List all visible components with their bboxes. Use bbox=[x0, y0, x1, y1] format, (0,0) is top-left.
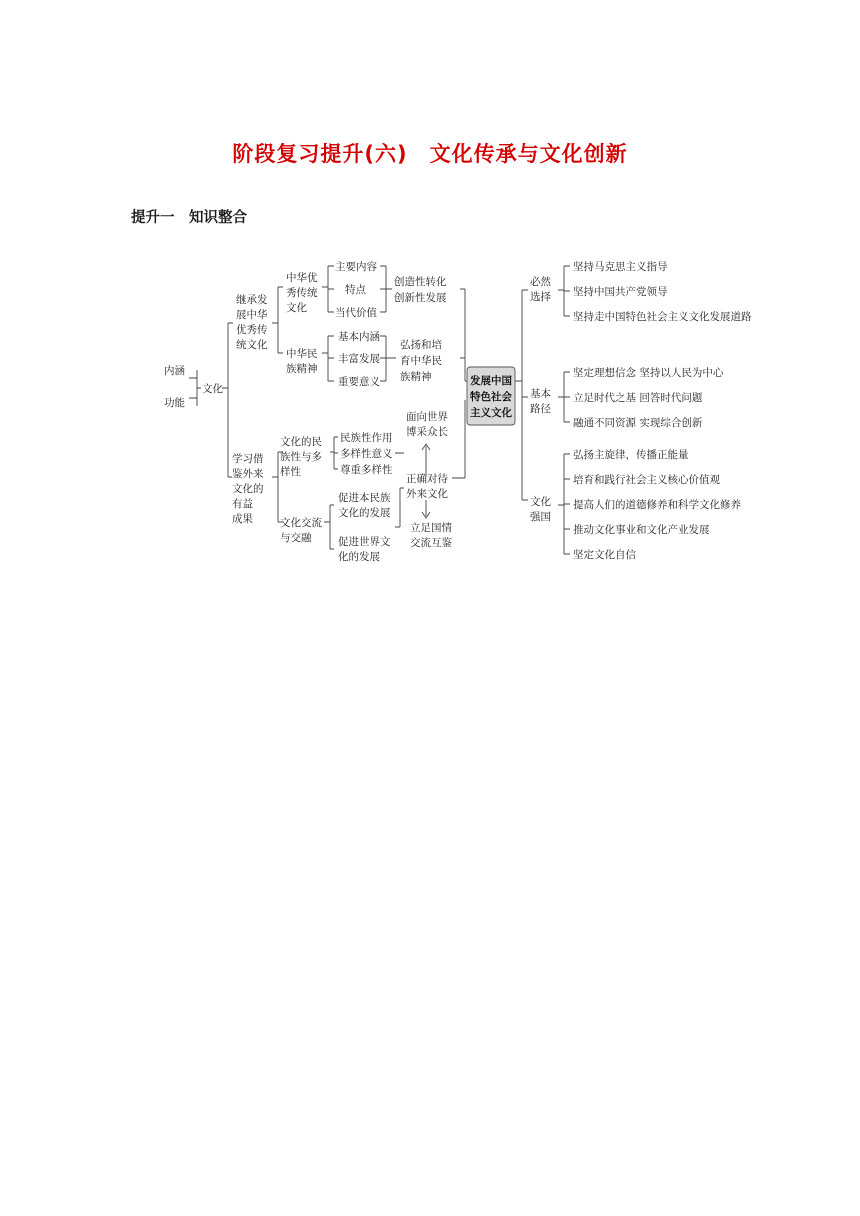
node-basic-path-line-1: 基本 bbox=[530, 388, 551, 400]
knowledge-mind-map bbox=[150, 250, 780, 580]
node-exchange-fusion-line-1: 文化交流 bbox=[280, 517, 322, 529]
node-based-on-reality-line-1: 立足国情 bbox=[410, 522, 452, 534]
item-promote-national-line-2: 文化的发展 bbox=[338, 507, 391, 519]
item-respect-diversity: 尊重多样性 bbox=[340, 464, 393, 476]
node-inherit-traditional-line-3: 优秀传 bbox=[236, 324, 268, 336]
item-firm-belief: 坚定理想信念 坚持以人民为中心 bbox=[573, 367, 724, 379]
node-inherit-traditional-line-2: 展中华 bbox=[236, 309, 268, 321]
item-features: 特点 bbox=[345, 284, 366, 296]
node-culture-power-line-2: 强国 bbox=[530, 511, 551, 523]
item-cultural-confidence: 坚定文化自信 bbox=[573, 549, 636, 561]
item-socialist-path: 坚持走中国特色社会主义文化发展道路 bbox=[573, 311, 752, 323]
node-inherit-traditional-line-4: 统文化 bbox=[236, 339, 268, 351]
section-heading-knowledge: 提升一 知识整合 bbox=[131, 210, 247, 226]
item-cultural-industry: 推动文化事业和文化产业发展 bbox=[573, 524, 710, 536]
node-nationality-diversity-line-3: 样性 bbox=[280, 466, 301, 478]
node-learn-foreign-line-1: 学习借 bbox=[232, 453, 264, 465]
node-exchange-fusion-line-2: 与交融 bbox=[280, 532, 312, 544]
center-develop-socialist-culture-line-1: 发展中国 bbox=[470, 375, 512, 387]
item-promote-national-line-1: 促进本民族 bbox=[338, 492, 391, 504]
node-national-spirit-line-2: 族精神 bbox=[286, 363, 318, 375]
root-neihan: 内涵 bbox=[164, 365, 185, 377]
item-core-values: 培育和践行社会主义核心价值观 bbox=[573, 474, 720, 486]
item-contemporary-value: 当代价值 bbox=[335, 307, 377, 319]
node-inevitable-choice-line-1: 必然 bbox=[530, 276, 551, 288]
node-basic-path-line-2: 路径 bbox=[530, 403, 551, 415]
node-promote-spirit-line-1: 弘扬和培 bbox=[400, 339, 442, 351]
item-promote-world-line-2: 化的发展 bbox=[338, 551, 380, 563]
center-develop-socialist-culture-line-3: 主义文化 bbox=[470, 407, 512, 419]
item-importance: 重要意义 bbox=[338, 376, 380, 388]
item-main-melody: 弘扬主旋律，传播正能量 bbox=[573, 449, 689, 461]
item-basic-meaning: 基本内涵 bbox=[338, 331, 380, 343]
node-culture-power-line-1: 文化 bbox=[530, 496, 551, 508]
page-title: 阶段复习提升(六) 文化传承与文化创新 bbox=[232, 142, 628, 166]
item-promote-world-line-1: 促进世界文 bbox=[338, 536, 391, 548]
node-excellent-tradition-line-2: 秀传统 bbox=[286, 287, 318, 299]
node-face-world-line-2: 博采众长 bbox=[406, 426, 448, 438]
item-marxism: 坚持马克思主义指导 bbox=[573, 261, 668, 273]
item-party-leadership: 坚持中国共产党领导 bbox=[573, 286, 668, 298]
node-creative-transform-line-2: 创新性发展 bbox=[394, 292, 447, 304]
node-learn-foreign-line-5: 成果 bbox=[232, 513, 253, 525]
item-main-content: 主要内容 bbox=[335, 261, 377, 273]
node-learn-foreign-line-2: 鉴外来 bbox=[232, 468, 264, 480]
item-moral-cultivation: 提高人们的道德修养和科学文化修养 bbox=[573, 499, 741, 511]
node-excellent-tradition-line-3: 文化 bbox=[286, 302, 307, 314]
node-national-spirit-line-1: 中华民 bbox=[286, 348, 318, 360]
item-rich-development: 丰富发展 bbox=[338, 353, 380, 365]
node-creative-transform-line-1: 创造性转化 bbox=[394, 276, 447, 288]
node-nationality-diversity-line-1: 文化的民 bbox=[280, 436, 322, 448]
node-inevitable-choice-line-2: 选择 bbox=[530, 291, 551, 303]
item-nationality-role: 民族性作用 bbox=[340, 432, 393, 444]
node-based-on-reality-line-2: 交流互鉴 bbox=[410, 537, 452, 549]
node-treat-foreign-line-2: 外来文化 bbox=[406, 488, 448, 500]
node-learn-foreign-line-4: 有益 bbox=[232, 498, 253, 510]
node-nationality-diversity-line-2: 族性与多 bbox=[280, 451, 322, 463]
item-era-foundation: 立足时代之基 回答时代问题 bbox=[573, 392, 703, 404]
node-face-world-line-1: 面向世界 bbox=[406, 411, 448, 423]
root-gongneng: 功能 bbox=[164, 397, 185, 409]
node-learn-foreign-line-3: 文化的 bbox=[232, 483, 264, 495]
node-inherit-traditional-line-1: 继承发 bbox=[236, 294, 268, 306]
item-integrate-resources: 融通不同资源 实现综合创新 bbox=[573, 417, 703, 429]
center-develop-socialist-culture-line-2: 特色社会 bbox=[470, 391, 512, 403]
node-treat-foreign-line-1: 正确对待 bbox=[406, 473, 448, 485]
item-diversity-meaning: 多样性意义 bbox=[340, 448, 393, 460]
node-promote-spirit-line-3: 族精神 bbox=[400, 371, 432, 383]
node-culture: 文化 bbox=[202, 383, 223, 395]
node-excellent-tradition-line-1: 中华优 bbox=[286, 272, 318, 284]
node-promote-spirit-line-2: 育中华民 bbox=[400, 355, 442, 367]
